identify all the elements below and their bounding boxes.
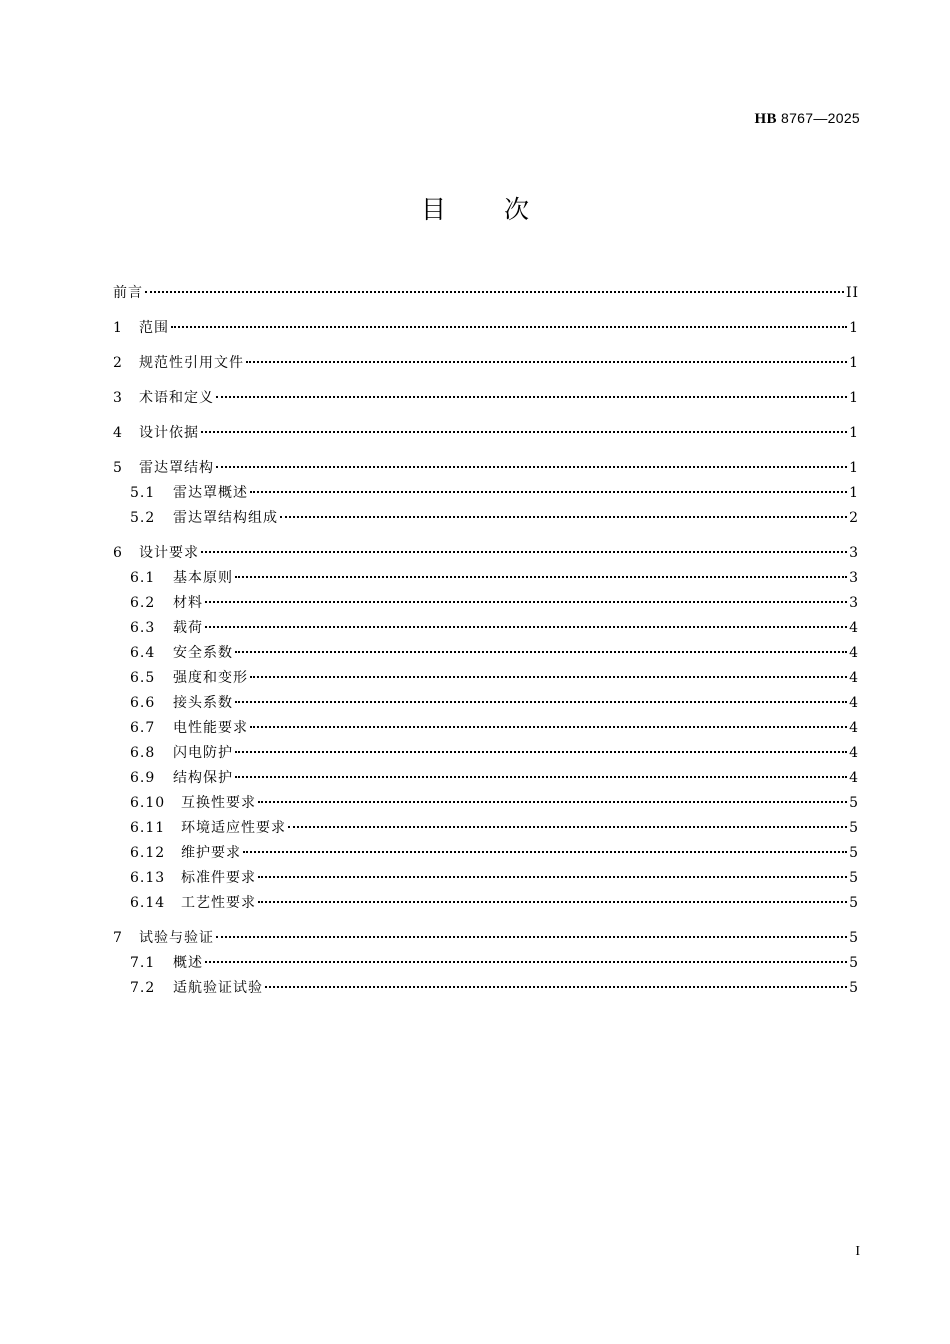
toc-leader-dots (145, 291, 844, 293)
toc-leader-dots (243, 851, 847, 853)
toc-entry-title: 载荷 (173, 620, 203, 636)
toc-entry-page: 4 (849, 620, 859, 636)
toc-entry-title: 雷达罩结构组成 (173, 510, 278, 526)
toc-entry-page: 4 (849, 670, 859, 686)
toc-entry[interactable] (113, 666, 859, 691)
toc-entry-page: 4 (849, 695, 859, 711)
toc-leader-dots (235, 751, 847, 753)
toc-entry[interactable] (113, 791, 859, 816)
toc-leader-dots (235, 651, 847, 653)
toc-leader-dots (258, 801, 847, 803)
toc-leader-dots (258, 901, 847, 903)
toc-leader-dots (205, 601, 847, 603)
toc-leader-dots (216, 466, 847, 468)
toc-entry[interactable] (113, 456, 859, 481)
toc-entry-title: 安全系数 (173, 645, 233, 661)
toc-entry[interactable] (113, 386, 859, 411)
toc-leader-dots (246, 361, 847, 363)
toc-entry-title: 雷达罩概述 (173, 485, 248, 501)
toc-entry-number: 6.6 (130, 695, 156, 711)
toc-entry-title: 设计依据 (139, 425, 199, 441)
toc-entry-page: 1 (849, 320, 859, 336)
page-number: I (855, 1244, 860, 1259)
toc-entry-title: 材料 (173, 595, 203, 611)
page-title: 目次 (420, 195, 587, 224)
toc-entry-title: 闪电防护 (173, 745, 233, 761)
toc-entry[interactable] (113, 591, 859, 616)
toc-entry-title: 强度和变形 (173, 670, 248, 686)
toc-entry[interactable] (113, 566, 859, 591)
toc-entry-page: 1 (849, 355, 859, 371)
toc-leader-dots (235, 576, 847, 578)
toc-entry-page: 4 (849, 720, 859, 736)
toc-entry-title: 雷达罩结构 (139, 460, 214, 476)
toc-leader-dots (201, 551, 847, 553)
toc-entry[interactable] (113, 316, 859, 341)
toc-entry-page: 5 (849, 980, 859, 996)
toc-entry-number: 6 (113, 545, 123, 561)
toc-entry-title: 互换性要求 (181, 795, 256, 811)
toc-entry[interactable] (113, 541, 859, 566)
toc-entry-title: 结构保护 (173, 770, 233, 786)
toc-entry-number: 5 (113, 460, 123, 476)
table-of-contents (113, 281, 859, 1001)
toc-entry-title: 基本原则 (173, 570, 233, 586)
toc-entry[interactable] (113, 351, 859, 376)
toc-leader-dots (250, 676, 847, 678)
toc-entry-number: 6.11 (130, 820, 166, 836)
toc-leader-dots (265, 986, 847, 988)
standard-number (755, 110, 860, 128)
toc-entry[interactable] (113, 741, 859, 766)
toc-entry-number: 6.14 (130, 895, 166, 911)
toc-entry-page: 5 (849, 930, 859, 946)
toc-entry-title: 维护要求 (181, 845, 241, 861)
toc-entry[interactable] (113, 816, 859, 841)
toc-entry-title: 概述 (173, 955, 203, 971)
toc-entry[interactable] (113, 951, 859, 976)
toc-entry-number: 6.2 (130, 595, 156, 611)
toc-leader-dots (288, 826, 847, 828)
toc-entry-page: 1 (849, 390, 859, 406)
toc-entry-title: 范围 (139, 320, 169, 336)
toc-entry-title: 适航验证试验 (173, 980, 263, 996)
toc-entry[interactable] (113, 716, 859, 741)
toc-entry[interactable] (113, 926, 859, 951)
toc-entry-page: 1 (849, 485, 859, 501)
toc-entry-title: 电性能要求 (173, 720, 248, 736)
toc-leader-dots (250, 726, 847, 728)
toc-entry[interactable] (113, 641, 859, 666)
toc-entry-title: 环境适应性要求 (181, 820, 286, 836)
toc-entry[interactable] (113, 421, 859, 446)
toc-entry[interactable] (113, 506, 859, 531)
toc-entry-page: 5 (849, 795, 859, 811)
toc-leader-dots (201, 431, 847, 433)
toc-entry-page: 4 (849, 645, 859, 661)
toc-leader-dots (235, 776, 847, 778)
toc-entry-number: 6.7 (130, 720, 156, 736)
toc-entry-number: 6.9 (130, 770, 156, 786)
toc-entry[interactable] (113, 891, 859, 916)
toc-leader-dots (250, 491, 847, 493)
toc-entry-number: 6.8 (130, 745, 156, 761)
toc-entry-title: 规范性引用文件 (139, 355, 244, 371)
toc-leader-dots (216, 936, 847, 938)
toc-entry-number: 7.2 (130, 980, 156, 996)
toc-entry-title: 术语和定义 (139, 390, 214, 406)
toc-entry-number: 2 (113, 355, 123, 371)
toc-entry-number: 5.1 (130, 485, 156, 501)
toc-entry-page: 1 (849, 425, 859, 441)
toc-entry-number: 6.4 (130, 645, 156, 661)
toc-entry[interactable] (113, 691, 859, 716)
toc-entry-number: 7.1 (130, 955, 156, 971)
toc-entry-page: 2 (849, 510, 859, 526)
toc-entry-page: 5 (849, 955, 859, 971)
toc-leader-dots (171, 326, 847, 328)
toc-entry[interactable] (113, 766, 859, 791)
toc-entry-page: 3 (849, 570, 859, 586)
toc-entry-page: 5 (849, 820, 859, 836)
toc-entry-title: 试验与验证 (139, 930, 214, 946)
toc-entry-number: 6.10 (130, 795, 166, 811)
toc-entry-number: 6.13 (130, 870, 166, 886)
toc-entry-number: 1 (113, 320, 123, 336)
toc-entry-number: 6.12 (130, 845, 166, 861)
toc-entry-page: 4 (849, 745, 859, 761)
toc-entry[interactable] (113, 866, 859, 891)
toc-leader-dots (235, 701, 847, 703)
toc-leader-dots (258, 876, 847, 878)
standard-year-number: 8767—2025 (781, 110, 860, 126)
toc-entry-title: 标准件要求 (181, 870, 256, 886)
toc-leader-dots (205, 626, 847, 628)
toc-entry-page: 5 (849, 895, 859, 911)
toc-leader-dots (280, 516, 847, 518)
toc-entry-page: 5 (849, 870, 859, 886)
toc-leader-dots (205, 961, 847, 963)
toc-entry-title: 接头系数 (173, 695, 233, 711)
toc-entry-number: 6.3 (130, 620, 156, 636)
toc-entry[interactable] (113, 976, 859, 1001)
toc-entry[interactable] (113, 481, 859, 506)
toc-entry-page: 3 (849, 595, 859, 611)
toc-entry-number: 5.2 (130, 510, 156, 526)
toc-leader-dots (216, 396, 847, 398)
standard-code: HB (754, 111, 777, 127)
toc-entry-page: II (845, 285, 859, 301)
toc-entry-page: 4 (849, 770, 859, 786)
toc-entry-number: 7 (113, 930, 123, 946)
toc-entry[interactable] (113, 841, 859, 866)
toc-entry-title: 前言 (113, 285, 143, 301)
toc-entry-number: 4 (113, 425, 123, 441)
toc-entry-page: 5 (849, 845, 859, 861)
toc-entry-title: 设计要求 (139, 545, 199, 561)
toc-entry-number: 6.5 (130, 670, 156, 686)
toc-entry-title: 工艺性要求 (181, 895, 256, 911)
toc-entry[interactable] (113, 616, 859, 641)
toc-entry-page: 1 (849, 460, 859, 476)
toc-entry-page: 3 (849, 545, 859, 561)
toc-entry[interactable] (113, 281, 859, 306)
toc-entry-number: 6.1 (130, 570, 156, 586)
toc-entry-number: 3 (113, 390, 123, 406)
